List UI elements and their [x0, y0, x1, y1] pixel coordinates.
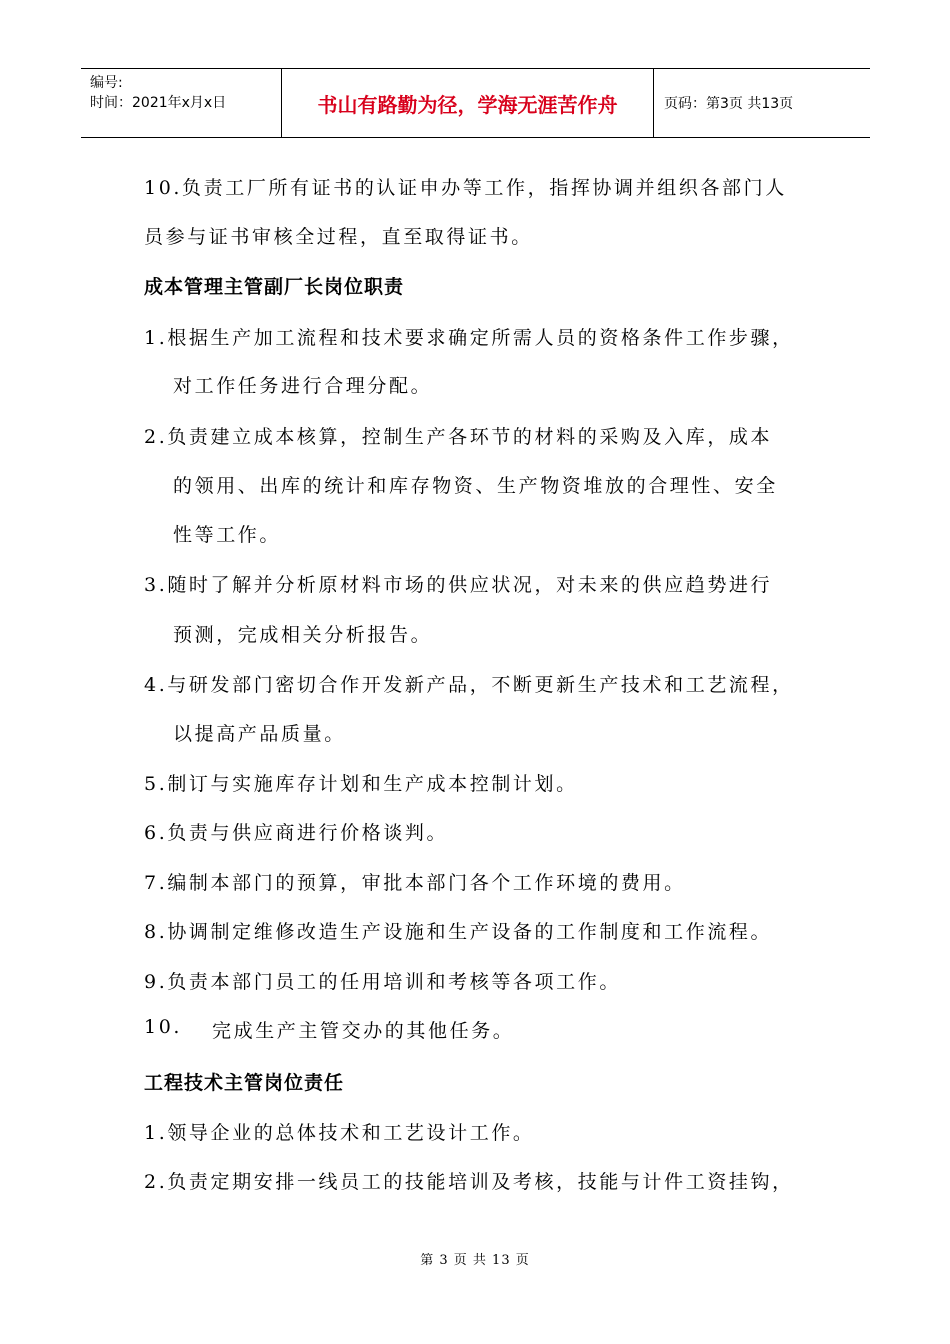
list-item-line: 1.领导企业的总体技术和工艺设计工作。 [144, 1122, 535, 1144]
section-title: 工程技术主管岗位责任 [144, 1072, 345, 1094]
list-item-line: 的领用、出库的统计和库存物资、生产物资堆放的合理性、安全 [173, 475, 778, 497]
intro-line: 10.负责工厂所有证书的认证申办等工作，指挥协调并组织各部门人 [144, 177, 787, 199]
list-item-line: 1.根据生产加工流程和技术要求确定所需人员的资格条件工作步骤， [144, 327, 794, 349]
number-label: 编号: [90, 75, 123, 91]
list-item-number: 10. [144, 1016, 183, 1038]
page-footer: 第 3 页 共 13 页 [420, 1253, 530, 1268]
section-title: 成本管理主管副厂长岗位职责 [144, 276, 405, 298]
list-item-line: 2.负责定期安排一线员工的技能培训及考核，技能与计件工资挂钩， [144, 1171, 794, 1193]
intro-line: 员参与证书审核全过程，直至取得证书。 [144, 226, 533, 248]
list-item-line: 4.与研发部门密切合作开发新产品，不断更新生产技术和工艺流程， [144, 674, 794, 696]
list-item-line: 完成生产主管交办的其他任务。 [212, 1020, 515, 1042]
list-item-line: 3.随时了解并分析原材料市场的供应状况，对未来的供应趋势进行 [144, 574, 773, 596]
list-item-line: 性等工作。 [173, 524, 282, 546]
list-item-line: 对工作任务进行合理分配。 [173, 375, 433, 397]
date-label: 时间：2021年x月x日 [90, 95, 227, 111]
document-header [81, 68, 870, 138]
header-meta [81, 69, 282, 137]
list-item-line: 9.负责本部门员工的任用培训和考核等各项工作。 [144, 971, 621, 993]
list-item-line: 预测，完成相关分析报告。 [173, 624, 433, 646]
list-item-line: 2.负责建立成本核算，控制生产各环节的材料的采购及入库，成本 [144, 426, 773, 448]
list-item-line: 以提高产品质量。 [173, 723, 346, 745]
list-item-line: 7.编制本部门的预算，审批本部门各个工作环境的费用。 [144, 872, 686, 894]
header-motto: 书山有路勤为径，学海无涯苦作舟 [282, 69, 654, 137]
list-item-line: 5.制订与实施库存计划和生产成本控制计划。 [144, 773, 578, 795]
header-page-info: 页码：第3页 共13页 [664, 96, 794, 112]
list-item-line: 8.协调制定维修改造生产设施和生产设备的工作制度和工作流程。 [144, 921, 773, 943]
list-item-line: 6.负责与供应商进行价格谈判。 [144, 822, 449, 844]
